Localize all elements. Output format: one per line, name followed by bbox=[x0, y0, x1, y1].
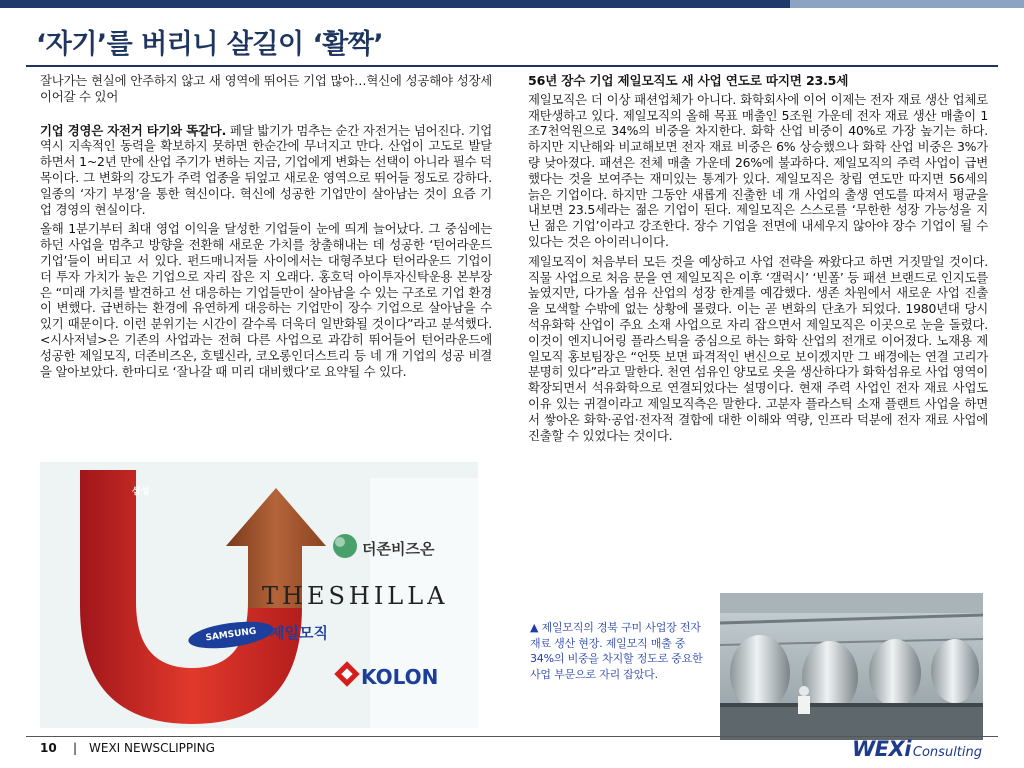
photo-tank-2 bbox=[802, 641, 858, 713]
photo-ceiling bbox=[720, 593, 983, 613]
company-logos-ad-image bbox=[40, 462, 478, 728]
cheil-logo-text: 제일모직 bbox=[270, 624, 328, 642]
shilla-logo-text: THESHILLA bbox=[262, 582, 449, 610]
paragraph-4: 제일모직이 처음부터 모든 것을 예상하고 사업 전략을 짜왔다고 하면 거짓말일 것이다. 직물 사업으로 처음 문을 연 제일모직은 이후 ‘갤럭시’ ‘빈폴’ 등 패션 브랜드로 인지도를 높였지만, 다가올 섬유 산업의 성장 한계를 예감했다. 생존 차원에서 새로운 사업 진출을 모색할 수밖에 없는 상황에 몰렸다. 이는 곧 변화의 단초가 되었다. 1980년대 당시 석유화학 산업이 주요 소재 사업으로 자리 잡으면서 제일모직은 이곳으로 눈을 돌렸다. 이것이 엔지니어링 플라스틱을 중심으로 하는 화학 산업의 전개로 이어졌다. 노재용 제일모직 홍보팀장은 “언뜻 보면 파격적인 변신으로 보이겠지만 그 배경에는 연결 고리가 분명히 있다”라고 말한다. 천연 섬유인 양모로 옷을 생산하다가 화학섬유로 사업 영역이 확장되면서 석유화학으로 연결되었다는 설명이다. 현재 주력 사업인 전자 재료 사업도 이유 있는 귀결이라고 제일모직측은 말한다. 고분자 플라스틱 소재 플랜트 사업을 하면서 쌓아온 화학·공업·전자적 결합에 대한 이해와 역량, 인프라 덕분에 전자 재료 사업에 진출할 수 있었다는 것이다. bbox=[528, 253, 988, 443]
photo-worker-body bbox=[798, 696, 810, 714]
photo-floor bbox=[720, 705, 983, 740]
left-column bbox=[40, 73, 492, 513]
section-heading: 56년 장수 기업 제일모직도 새 사업 연도로 따지면 23.5세 bbox=[528, 73, 849, 88]
samsung-small-label: 삼성 bbox=[132, 487, 150, 497]
title-divider bbox=[26, 65, 998, 67]
photo-worker-head bbox=[799, 686, 809, 696]
paragraph-1-body: 페달 밟기가 멈추는 순간 자전거는 넘어진다. 기업 역시 지속적인 동력을 확보하지 못하면 한순간에 무너지고 만다. 산업이 고도로 발달하면서 1~2년 만에 산업 주기가 변하는 지금, 기업에게 변화는 선택이 아니라 필수 덕목이다. 그 변화의 강도가 주력 업종을 뒤엎고 새로운 영역으로 뛰어들 정도로 강하다. 일종의 ‘자기 부정’을 통한 혁신이다. 혁신에 성공한 기업만이 살아남는 것이 요즘 기업 경영의 현실이다. bbox=[40, 122, 492, 217]
kolon-logo-text: KOLON bbox=[361, 665, 439, 689]
douzone-logo-highlight bbox=[335, 537, 345, 547]
page-title: ‘자기’를 버리니 살길이 ‘활짝’ bbox=[36, 29, 384, 60]
photo-caption: ▲ 제일모직의 경북 구미 사업장 전자재료 생산 현장. 제일모직 매출 중 34%의 비중을 차지할 정도로 중요한 사업 부문으로 자리 잡았다. bbox=[530, 621, 703, 681]
wexi-logo-sub: Consulting bbox=[912, 745, 983, 760]
paragraph-1 bbox=[40, 123, 492, 218]
paragraph-2: 올해 1분기부터 최대 영업 이익을 달성한 기업들이 눈에 띄게 늘어났다. 그 중심에는 하던 사업을 멈추고 방향을 전환해 새로운 가치를 창출해내는 데 성공한 ‘턴어라운드 기업’들이 버티고 서 있다. 펀드매니저들 사이에서는 대형주보다 턴어라운드 기업이 더 투자 가치가 높은 기업으로 자리 잡은 지 오래다. 홍호덕 아이투자신탁운용 본부장은 “미래 가치를 발견하고 선 대응하는 기업들만이 살아남을 수 있는 구조로 기업 환경이 변했다. 급변하는 환경에 유연하게 대응하는 기업만이 장수 기업으로 살아남을 수 있기 때문이다. 이런 분위기는 시간이 갈수록 더욱더 일반화될 것이다”라고 분석했다. <시사저널>은 기존의 사업과는 전혀 다른 사업으로 과감히 뛰어들어 턴어라운드에 성공한 제일모직, 더존비즈온, 호텔신라, 코오롱인더스트리 등 네 개 기업의 성공 비결을 알아보았다. 한마디로 ‘잘나갈 때 미리 대비했다’로 요약될 수 있다. bbox=[40, 221, 492, 379]
photo-tank-4 bbox=[931, 639, 979, 703]
right-column bbox=[528, 73, 988, 593]
wexi-logo-main: WEXi bbox=[852, 737, 911, 761]
subheadline: 잘나가는 현실에 안주하지 않고 새 영역에 뛰어든 기업 많아…혁신에 성공해야 성장세 이어갈 수 있어 bbox=[40, 73, 492, 104]
douzone-logo-text: 더존비즈온 bbox=[362, 540, 435, 558]
paragraph-3: 제일모직은 더 이상 패션업체가 아니다. 화학회사에 이어 이제는 전자 재료 생산 업체로 재탄생하고 있다. 제일모직의 올해 목표 매출인 5조원 가운데 전자 재료 생산 매출이 1조7천억원으로 34%의 비중을 차지한다. 화학 산업 비중이 40%로 가장 높기는 하다. 하지만 지난해와 비교해보면 전자 재료 비중은 6% 상승했으나 화학 산업 비중은 3%가량 낮아졌다. 패션은 전체 매출 가운데 26%에 불과하다. 제일모직의 주력 사업이 급변했다는 것을 보여주는 재미있는 통계가 있다. 제일모직은 창립 연도만 따지면 56세의 늙은 기업이다. 하지만 그동안 새롭게 진출한 네 개 사업의 출생 연도를 따져서 평균을 내보면 23.5세라는 젊은 기업이 된다. 제일모직은 스스로를 ‘무한한 성장 가능성을 지닌 젊은 기업’이라고 강조한다. 장수 기업을 전면에 내세우지 않아야 장수 기업이 될 수 있다는 것은 아이러니이다. bbox=[528, 91, 988, 249]
factory-photo bbox=[720, 593, 983, 740]
paragraph-1-lead: 기업 경영은 자전거 타기와 똑같다. bbox=[40, 122, 227, 138]
wexi-logo bbox=[852, 737, 982, 761]
page-number: 10 bbox=[40, 741, 57, 755]
top-accent-bar bbox=[0, 0, 790, 8]
photo-tank-1 bbox=[730, 635, 790, 711]
footer-publication: WEXI NEWSCLIPPING bbox=[89, 741, 215, 755]
samsung-logo: SAMSUNG bbox=[187, 617, 276, 653]
photo-railing bbox=[720, 703, 983, 707]
factory-photo-illustration bbox=[720, 593, 983, 740]
photo-tank-3 bbox=[869, 639, 921, 707]
footer-separator: | bbox=[73, 741, 78, 755]
top-accent-bar-light bbox=[790, 0, 1024, 8]
douzone-logo-icon bbox=[333, 534, 357, 558]
